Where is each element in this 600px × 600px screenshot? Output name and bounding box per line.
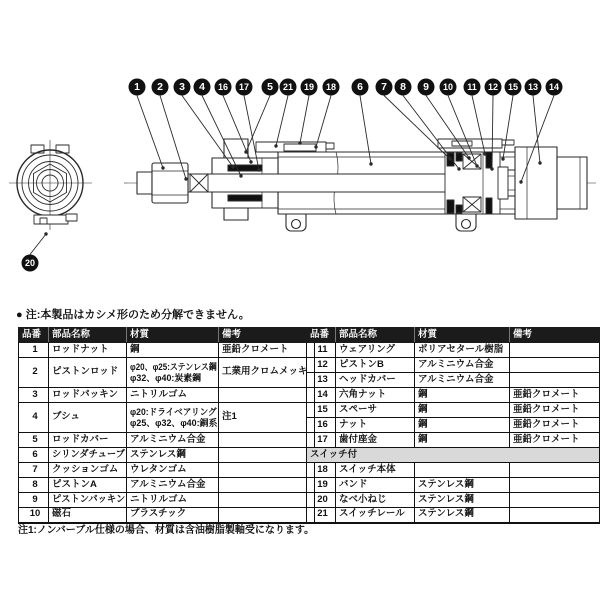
part-remark — [219, 388, 315, 403]
callout-number: 18 — [325, 82, 337, 92]
part-remark — [219, 493, 315, 508]
part-material: φ20、φ25:ステンレス鋼 φ32、φ40:炭素鋼 — [127, 358, 219, 388]
part-number: 13 — [307, 373, 336, 388]
callout-20 — [22, 232, 48, 271]
section-label: スイッチ付 — [307, 448, 600, 463]
parts-table-right — [306, 327, 600, 524]
part-name: シリンダチューブ — [49, 448, 127, 463]
callout-number: 21 — [282, 82, 294, 92]
part-remark — [219, 448, 315, 463]
magnet — [456, 153, 462, 161]
bush — [190, 174, 208, 192]
part-name: ピストンA — [49, 478, 127, 493]
part-material: ステンレス鋼 — [415, 478, 510, 493]
table-row — [307, 478, 600, 493]
cushion-rubber — [447, 200, 454, 213]
table-row — [307, 388, 600, 403]
part-name: クッションゴム — [49, 463, 127, 478]
part-remark — [510, 373, 600, 388]
mounting-foot — [286, 214, 476, 231]
callout-number: 15 — [507, 82, 519, 92]
callout-number: 20 — [24, 258, 36, 268]
part-number: 21 — [307, 508, 336, 523]
part-material: ニトリルゴム — [127, 388, 219, 403]
switch-rail — [256, 142, 334, 152]
part-material: 鋼 — [127, 343, 219, 358]
callout-number: 8 — [400, 81, 406, 93]
part-material — [415, 463, 510, 478]
header-row — [19, 328, 315, 343]
part-material: ステンレス鋼 — [415, 493, 510, 508]
callout-number: 10 — [442, 82, 454, 92]
part-material: ウレタンゴム — [127, 463, 219, 478]
part-number: 6 — [19, 448, 49, 463]
part-material: ステンレス鋼 — [415, 508, 510, 523]
table-row — [307, 463, 600, 478]
part-number: 20 — [307, 493, 336, 508]
part-material: プラスチック — [127, 508, 219, 523]
callout-number: 14 — [548, 82, 560, 92]
column-header: 材質 — [415, 328, 510, 343]
callout-number: 1 — [134, 81, 140, 93]
part-remark: 亜鉛クロメート — [510, 403, 600, 418]
section-row — [307, 448, 600, 463]
part-number: 17 — [307, 433, 336, 448]
part-remark — [219, 433, 315, 448]
part-material: φ20:ドライベアリング φ25、φ32、φ40:銅系 — [127, 403, 219, 433]
callout-number: 3 — [179, 81, 185, 93]
table-row — [307, 433, 600, 448]
part-remark: 亜鉛クロメート — [510, 433, 600, 448]
column-header: 部品名称 — [49, 328, 127, 343]
part-number: 3 — [19, 388, 49, 403]
part-number: 4 — [19, 403, 49, 433]
callout-19 — [298, 79, 317, 145]
switch-clamp — [34, 214, 77, 224]
callout-number: 2 — [157, 81, 163, 93]
table-row — [19, 388, 315, 403]
parts-table-left — [18, 327, 315, 524]
callout-number: 19 — [303, 82, 315, 92]
part-number: 10 — [19, 508, 49, 523]
part-name: ピストンパッキン — [49, 493, 127, 508]
top-note: ● 注:本製品はカシメ形のため分解できません。 — [16, 309, 250, 321]
wear-ring — [486, 152, 492, 168]
part-name: ロッドカバー — [49, 433, 127, 448]
table-row — [307, 418, 600, 433]
callout-number: 9 — [423, 81, 429, 93]
part-name: 歯付座金 — [336, 433, 415, 448]
part-remark: 亜鉛クロメート — [510, 388, 600, 403]
column-header: 品番 — [307, 328, 336, 343]
part-material: アルミニウム合金 — [415, 373, 510, 388]
part-name: 六角ナット — [336, 388, 415, 403]
part-number: 9 — [19, 493, 49, 508]
part-remark — [510, 358, 600, 373]
part-remark: 工業用クロムメッキ — [219, 358, 315, 388]
callout-number: 12 — [487, 82, 499, 92]
side-view — [124, 139, 596, 231]
part-number: 16 — [307, 418, 336, 433]
switch-body — [284, 144, 316, 151]
callout-number: 5 — [267, 81, 273, 93]
table-row — [19, 493, 315, 508]
part-number: 5 — [19, 433, 49, 448]
column-header: 品番 — [19, 328, 49, 343]
callout-number: 4 — [199, 81, 205, 93]
part-material: 鋼 — [415, 388, 510, 403]
end-view — [9, 140, 92, 230]
part-remark — [510, 478, 600, 493]
table-row — [307, 343, 600, 358]
part-remark — [510, 508, 600, 523]
table-row — [307, 508, 600, 523]
table-row — [307, 403, 600, 418]
table-row — [19, 343, 315, 358]
part-remark: 注1 — [219, 403, 315, 433]
part-name: ピストンロッド — [49, 358, 127, 388]
part-number: 7 — [19, 463, 49, 478]
cylinder-assembly-drawing — [0, 52, 600, 307]
callout-number: 16 — [217, 82, 229, 92]
table-row — [19, 358, 315, 388]
part-name: スイッチ本体 — [336, 463, 415, 478]
part-name: バンド — [336, 478, 415, 493]
part-name: ヘッドカバー — [336, 373, 415, 388]
bottom-note: 注1:ノンバーブル仕様の場合、材質は含油樹脂製軸受になります。 — [18, 525, 315, 536]
part-name: ロッドパッキン — [49, 388, 127, 403]
part-number: 11 — [307, 343, 336, 358]
table-row — [19, 448, 315, 463]
part-remark — [510, 493, 600, 508]
part-material: 鋼 — [415, 418, 510, 433]
table-row — [19, 403, 315, 433]
table-row — [307, 493, 600, 508]
part-name: 磁石 — [49, 508, 127, 523]
part-name: ロッドナット — [49, 343, 127, 358]
part-material: ステンレス鋼 — [127, 448, 219, 463]
callout-number: 13 — [527, 82, 539, 92]
table-row — [19, 478, 315, 493]
part-remark — [510, 343, 600, 358]
part-number: 8 — [19, 478, 49, 493]
part-number: 12 — [307, 358, 336, 373]
part-remark — [219, 478, 315, 493]
part-material: 鋼 — [415, 433, 510, 448]
part-remark: 亜鉛クロメート — [219, 343, 315, 358]
part-name: なべ小ねじ — [336, 493, 415, 508]
table-row — [19, 463, 315, 478]
part-number: 2 — [19, 358, 49, 388]
part-material: 鋼 — [415, 403, 510, 418]
part-remark — [510, 463, 600, 478]
wear-ring — [486, 198, 492, 214]
part-name: スペーサ — [336, 403, 415, 418]
rod-packing — [228, 195, 262, 201]
part-number: 19 — [307, 478, 336, 493]
callout-number: 11 — [467, 82, 477, 92]
switch-rail-right — [438, 139, 514, 148]
callout-number: 6 — [357, 81, 363, 93]
part-material: アルミニウム合金 — [127, 433, 219, 448]
part-number: 1 — [19, 343, 49, 358]
part-remark — [219, 463, 315, 478]
part-material: アルミニウム合金 — [127, 478, 219, 493]
column-header: 材質 — [127, 328, 219, 343]
column-header: 備考 — [219, 328, 315, 343]
part-name: ピストンB — [336, 358, 415, 373]
head-cover — [515, 147, 587, 219]
callout-number: 7 — [381, 81, 387, 93]
magnet — [456, 205, 462, 213]
header-row — [307, 328, 600, 343]
part-name: スイッチレール — [336, 508, 415, 523]
table-row — [307, 373, 600, 388]
part-name: ウェアリング — [336, 343, 415, 358]
callout-number: 17 — [238, 82, 250, 92]
part-material: アルミニウム合金 — [415, 358, 510, 373]
part-material: ニトリルゴム — [127, 493, 219, 508]
part-name: ナット — [336, 418, 415, 433]
part-number: 15 — [307, 403, 336, 418]
table-row — [19, 433, 315, 448]
part-remark: 亜鉛クロメート — [510, 418, 600, 433]
column-header: 部品名称 — [336, 328, 415, 343]
callout-18 — [314, 79, 339, 149]
column-header: 備考 — [510, 328, 600, 343]
part-name: ブシュ — [49, 403, 127, 433]
part-number: 18 — [307, 463, 336, 478]
table-row — [307, 358, 600, 373]
part-number: 14 — [307, 388, 336, 403]
part-material: ポリアセタール樹脂 — [415, 343, 510, 358]
